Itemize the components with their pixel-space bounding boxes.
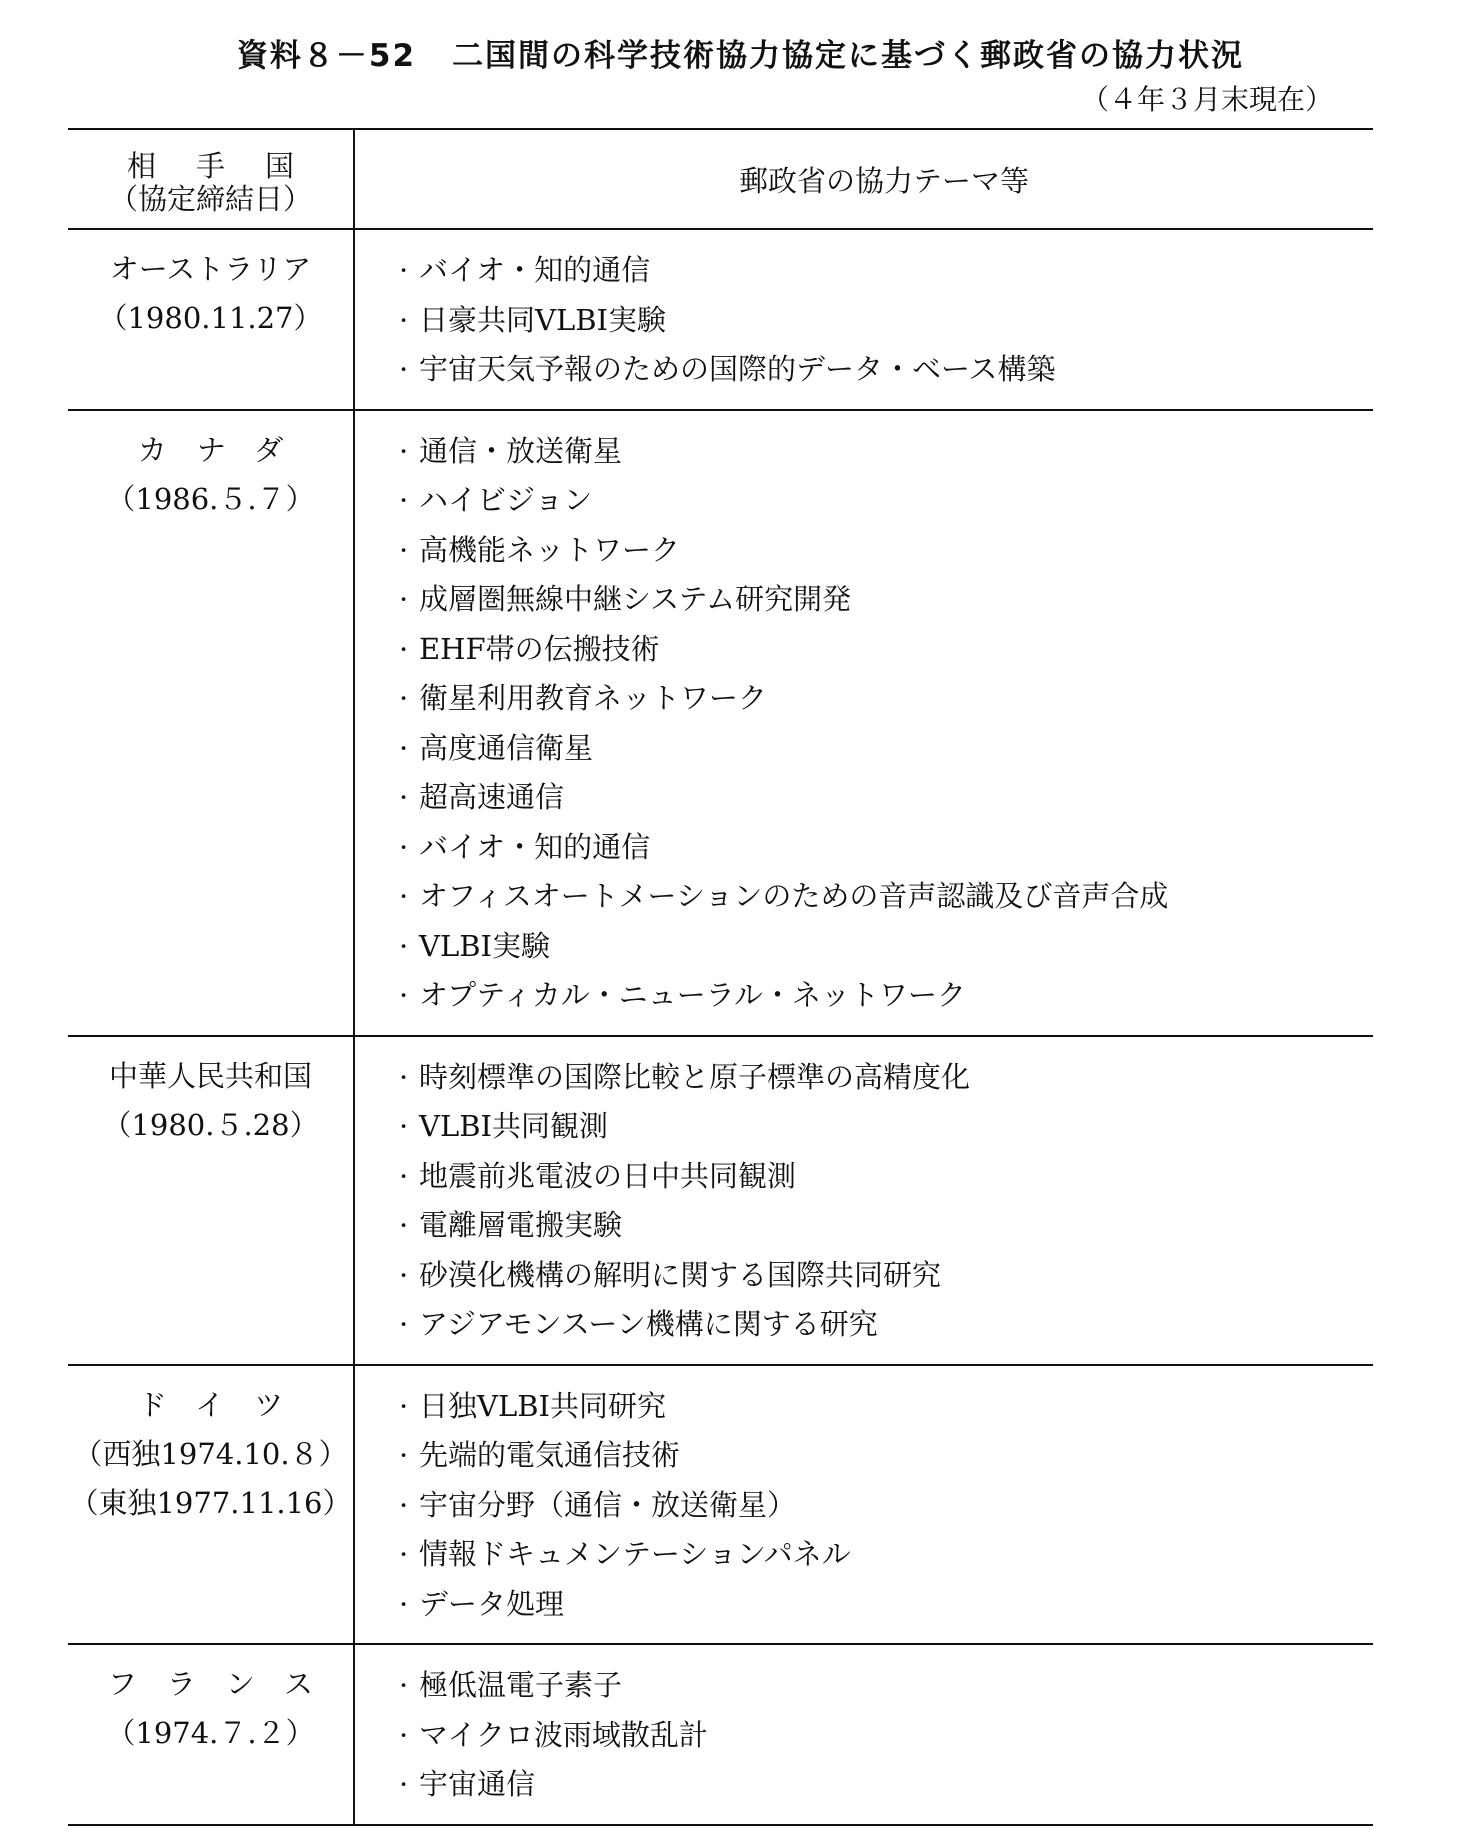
theme-text: VLBI実験 [419, 928, 550, 963]
bullet-icon: · [399, 879, 409, 913]
list-item [399, 1481, 1373, 1531]
theme-text: 高機能ネットワーク [419, 532, 681, 567]
list-item [399, 1760, 1373, 1810]
list-item [399, 1300, 1373, 1350]
list-item [399, 575, 1373, 625]
theme-text: ハイビジョン [419, 483, 593, 517]
title-text: 二国間の科学技術協力協定に基づく郵政省の協力状況 [452, 38, 1245, 74]
bullet-icon: · [399, 829, 409, 864]
bullet-icon: · [399, 1487, 409, 1522]
table-body [68, 229, 1373, 1825]
bullet-icon: · [399, 1717, 409, 1752]
bullet-icon: · [399, 302, 409, 337]
theme-text: オプティカル・ニューラル・ネットワーク [419, 978, 966, 1012]
theme-text: 宇宙分野（通信・放送衛星） [419, 1487, 797, 1522]
theme-text: バイオ・知的通信 [419, 829, 651, 864]
bullet-icon: · [399, 631, 409, 666]
list-item [399, 427, 1373, 477]
theme-list [355, 1645, 1373, 1824]
agreement-date: （1974.７.２） [106, 1716, 315, 1750]
list-item [399, 526, 1373, 576]
theme-text: 日豪共同VLBI実験 [419, 302, 666, 337]
list-item [399, 476, 1373, 526]
title-number: 資料８－52 [236, 38, 417, 74]
theme-cell [354, 1644, 1373, 1825]
country-cell [68, 1036, 354, 1365]
bullet-icon: · [399, 582, 409, 616]
country-cell [68, 229, 354, 410]
theme-text: 極低温電子素子 [419, 1668, 623, 1702]
bullet-icon: · [399, 978, 409, 1012]
list-item [399, 1201, 1373, 1251]
bullet-icon: · [399, 780, 409, 814]
country-name: ドイツ [137, 1387, 314, 1422]
bullet-icon: · [399, 928, 409, 963]
agreement-date: （東独1977.11.16） [69, 1485, 352, 1520]
list-item [399, 1530, 1373, 1580]
theme-cell [354, 1036, 1373, 1365]
bullet-icon: · [399, 352, 409, 386]
theme-text: アジアモンスーン機構に関する研究 [419, 1307, 878, 1341]
theme-text: 高度通信衛星 [419, 730, 594, 765]
bullet-icon: · [399, 1307, 409, 1341]
theme-text: バイオ・知的通信 [419, 253, 651, 287]
table-row [68, 229, 1373, 410]
country-cell [68, 410, 354, 1036]
list-item [399, 625, 1373, 675]
theme-text: データ処理 [419, 1586, 565, 1621]
theme-text: 成層圏無線中継システム研究開発 [419, 582, 852, 616]
table-header-row [68, 129, 1373, 229]
theme-text: VLBI共同観測 [419, 1109, 608, 1143]
theme-text: EHF帯の伝搬技術 [419, 631, 660, 666]
header-theme: 郵政省の協力テーマ等 [738, 163, 1029, 198]
theme-cell [354, 1365, 1373, 1645]
agreement-date: （1980.11.27） [98, 301, 323, 335]
bullet-icon: · [399, 1767, 409, 1801]
theme-text: 地震前兆電波の日中共同観測 [419, 1158, 797, 1193]
list-item [399, 1382, 1373, 1432]
theme-text: 宇宙通信 [419, 1767, 536, 1801]
theme-text: 砂漠化機構の解明に関する国際共同研究 [419, 1257, 942, 1292]
theme-text: 日独VLBI共同研究 [419, 1388, 666, 1423]
country-cell [68, 1365, 354, 1645]
list-item [399, 872, 1373, 922]
list-item [399, 1152, 1373, 1202]
agreement-date: （1980.５.28） [102, 1107, 319, 1142]
bullet-icon: · [399, 1388, 409, 1423]
bullet-icon: · [399, 1059, 409, 1094]
cooperation-table [68, 128, 1373, 1826]
bullet-icon: · [399, 1586, 409, 1621]
agreement-date: （1986.５.７） [106, 481, 315, 516]
theme-list [355, 1037, 1373, 1364]
bullet-icon: · [399, 1109, 409, 1143]
list-item [399, 1053, 1373, 1103]
theme-cell [354, 410, 1373, 1036]
theme-text: オフィスオートメーションのための音声認識及び音声合成 [419, 879, 1169, 913]
bullet-icon: · [399, 1158, 409, 1193]
list-item [399, 345, 1373, 395]
theme-text: マイクロ波雨域散乱計 [419, 1717, 708, 1752]
page-title [0, 30, 1481, 75]
theme-text: 先端的電気通信技術 [419, 1438, 681, 1472]
list-item [399, 296, 1373, 346]
country-name: フランス [107, 1667, 344, 1701]
country-name: 中華人民共和国 [108, 1058, 312, 1093]
list-item [399, 1251, 1373, 1301]
theme-cell [354, 229, 1373, 410]
list-item [399, 1661, 1373, 1711]
theme-text: 宇宙天気予報のための国際的データ・ベース構築 [419, 352, 1056, 386]
list-item [399, 1711, 1373, 1761]
list-item [399, 1102, 1373, 1152]
header-country-label: 相手国 [126, 149, 334, 183]
list-item [399, 1580, 1373, 1630]
list-item [399, 773, 1373, 823]
bullet-icon: · [399, 1668, 409, 1702]
theme-text: 情報ドキュメンテーションパネル [419, 1537, 851, 1571]
theme-text: 通信・放送衛星 [419, 433, 623, 468]
bullet-icon: · [399, 483, 409, 517]
theme-list [355, 1366, 1373, 1644]
table-row [68, 410, 1373, 1036]
bullet-icon: · [399, 1257, 409, 1292]
theme-text: 時刻標準の国際比較と原子標準の高精度化 [419, 1059, 971, 1094]
header-country [68, 129, 354, 229]
country-cell [68, 1644, 354, 1825]
theme-text: 衛星利用教育ネットワーク [419, 681, 768, 715]
table-row [68, 1365, 1373, 1645]
list-item [399, 724, 1373, 774]
bullet-icon: · [399, 730, 409, 765]
list-item [399, 922, 1373, 972]
bullet-icon: · [399, 1537, 409, 1571]
list-item [399, 823, 1373, 873]
table-row [68, 1036, 1373, 1365]
bullet-icon: · [399, 532, 409, 567]
theme-text: 超高速通信 [419, 780, 565, 814]
as-of-date: （４年３月末現在） [1080, 83, 1333, 116]
list-item [399, 1431, 1373, 1481]
bullet-icon: · [399, 681, 409, 715]
country-name: オーストラリア [109, 252, 312, 286]
theme-list [355, 411, 1373, 1035]
bullet-icon: · [399, 1438, 409, 1472]
country-name: カナダ [137, 432, 314, 467]
bullet-icon: · [399, 253, 409, 287]
bullet-icon: · [399, 433, 409, 468]
theme-list [355, 230, 1373, 409]
bullet-icon: · [399, 1208, 409, 1242]
agreement-date: （西独1974.10.８） [73, 1436, 348, 1471]
header-date-label: （協定締結日） [108, 182, 312, 216]
list-item [399, 246, 1373, 296]
list-item [399, 971, 1373, 1021]
table-row [68, 1644, 1373, 1825]
list-item [399, 674, 1373, 724]
theme-text: 電離層電搬実験 [419, 1208, 623, 1242]
